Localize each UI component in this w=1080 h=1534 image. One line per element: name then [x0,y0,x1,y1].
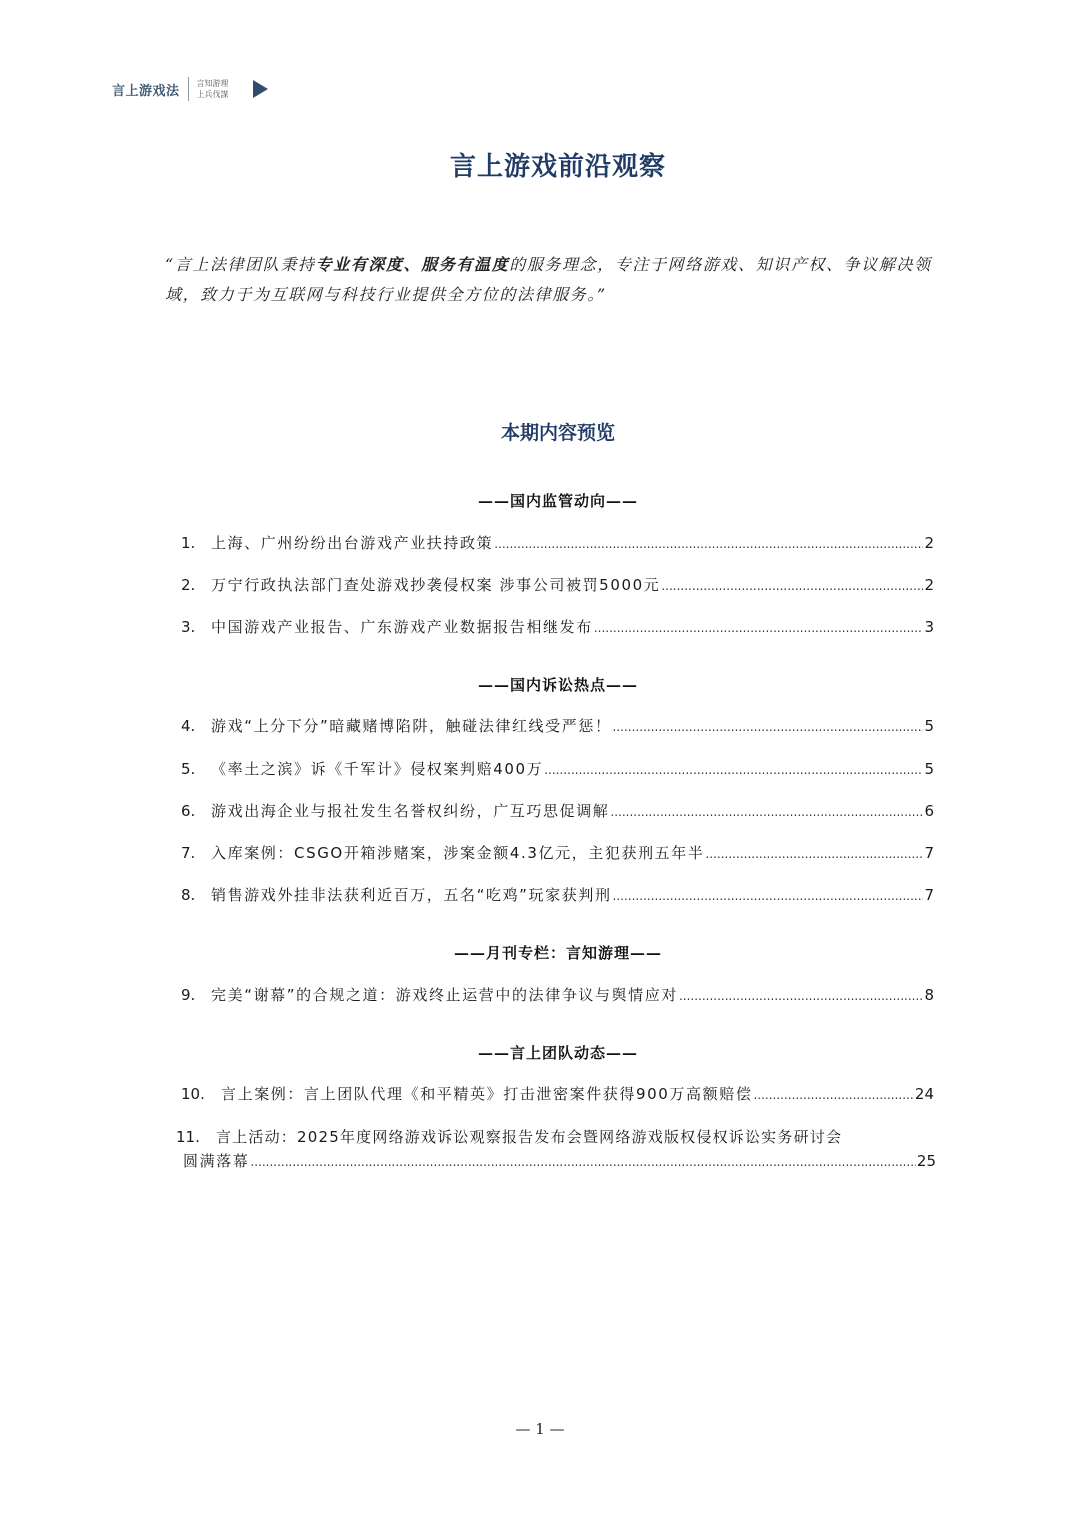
intro-part-1: “言上法律团队秉持 [165,255,316,274]
toc-item[interactable] [181,573,934,598]
toc-item[interactable] [181,714,934,739]
toc-leader-dots [250,1149,916,1174]
toc-item[interactable] [181,1082,934,1107]
section-title-regulation: ——国内监管动向—— [477,492,638,510]
toc-number: 9. [181,986,196,1004]
toc-number: 8. [181,886,196,904]
toc-item[interactable] [181,799,934,824]
toc-leader-dots [705,841,923,866]
toc-title-continued: 圆满落幕 [183,1152,250,1170]
toc-item[interactable] [181,841,934,866]
toc-number: 2. [181,576,196,594]
section-title-team: ——言上团队动态—— [477,1044,638,1062]
toc-page-number: 5 [924,717,934,735]
toc-page-number: 25 [916,1152,936,1170]
toc-number: 4. [181,717,196,735]
intro-part-2: 的服务理念，专注于网络游戏、知识产权、争议解决领域，致力于为互联网与科技行业提供全方位的法律服务。” [165,255,932,304]
section-title-litigation: ——国内诉讼热点—— [477,676,638,694]
toc-page-number: 7 [924,886,934,904]
toc-title: 《率土之滨》诉《千军计》侵权案判赔400万 [211,760,544,778]
toc-page-number: 3 [924,618,934,636]
toc-page-number: 2 [924,576,934,594]
toc-title: 中国游戏产业报告、广东游戏产业数据报告相继发布 [211,618,593,636]
toc-item[interactable] [181,757,934,782]
toc-item[interactable] [181,531,934,556]
brand-slogan [197,78,229,100]
toc-page-number: 5 [924,760,934,778]
page-title: 言上游戏前沿观察 [449,152,666,182]
intro-separator: 、 [403,255,422,274]
toc-number: 7. [181,844,196,862]
toc-item[interactable] [181,983,934,1008]
preview-title: 本期内容预览 [500,422,615,444]
toc-leader-dots [610,799,923,824]
toc-title: 言上案例：言上团队代理《和平精英》打击泄密案件获得900万高额赔偿 [221,1085,753,1103]
toc-page-number: 8 [924,986,934,1004]
toc-leader-dots [613,714,924,739]
toc-title: 游戏出海企业与报社发生名誉权纠纷，广互巧思促调解 [211,802,610,820]
intro-bold-2: 服务有温度 [421,255,510,274]
toc-item[interactable] [176,1125,936,1174]
section-title-column: ——月刊专栏：言知游理—— [453,944,662,962]
toc-page-number: 24 [914,1085,934,1103]
toc-leader-dots [613,883,924,908]
toc-leader-dots [494,531,923,556]
toc-leader-dots [679,983,924,1008]
brand-name: 言上游戏法 [112,83,180,99]
intro-bold-1: 专业有深度 [315,255,404,274]
toc-number: 6. [181,802,196,820]
document-header [112,76,268,102]
toc-item[interactable] [181,615,934,640]
toc-page-number: 7 [924,844,934,862]
toc-title: 入库案例：CSGO开箱涉赌案，涉案金额4.3亿元，主犯获刑五年半 [211,844,705,862]
slogan-line-2: 上兵伐謀 [196,90,229,99]
toc-number: 1. [181,534,196,552]
toc-leader-dots [544,757,923,782]
toc-title: 游戏“上分下分”暗藏赌博陷阱，触碰法律红线受严惩！ [211,717,612,735]
toc-page-number: 6 [924,802,934,820]
toc-leader-dots [661,573,923,598]
toc-leader-dots [594,615,924,640]
toc-leader-dots [753,1082,913,1107]
toc-title: 上海、广州纷纷出台游戏产业扶持政策 [211,534,494,552]
play-triangle-icon [253,80,268,98]
toc-title: 言上活动：2025年度网络游戏诉讼观察报告发布会暨网络游戏版权侵权诉讼实务研讨会 [216,1128,843,1146]
toc-title: 完美“谢幕”的合规之道：游戏终止运营中的法律争议与舆情应对 [211,986,678,1004]
toc-title: 万宁行政执法部门查处游戏抄袭侵权案 涉事公司被罚5000元 [211,576,661,594]
slogan-line-1: 言知游理 [196,79,229,88]
intro-paragraph [165,250,933,310]
toc-item[interactable] [181,883,934,908]
toc-number: 11. [176,1128,200,1146]
toc-number: 10. [181,1085,205,1103]
page-number-footer: — 1 — [515,1420,565,1438]
toc-title: 销售游戏外挂非法获利近百万，五名“吃鸡”玩家获判刑 [211,886,612,904]
toc-number: 3. [181,618,196,636]
toc-number: 5. [181,760,196,778]
header-divider [188,77,189,101]
toc-page-number: 2 [924,534,934,552]
